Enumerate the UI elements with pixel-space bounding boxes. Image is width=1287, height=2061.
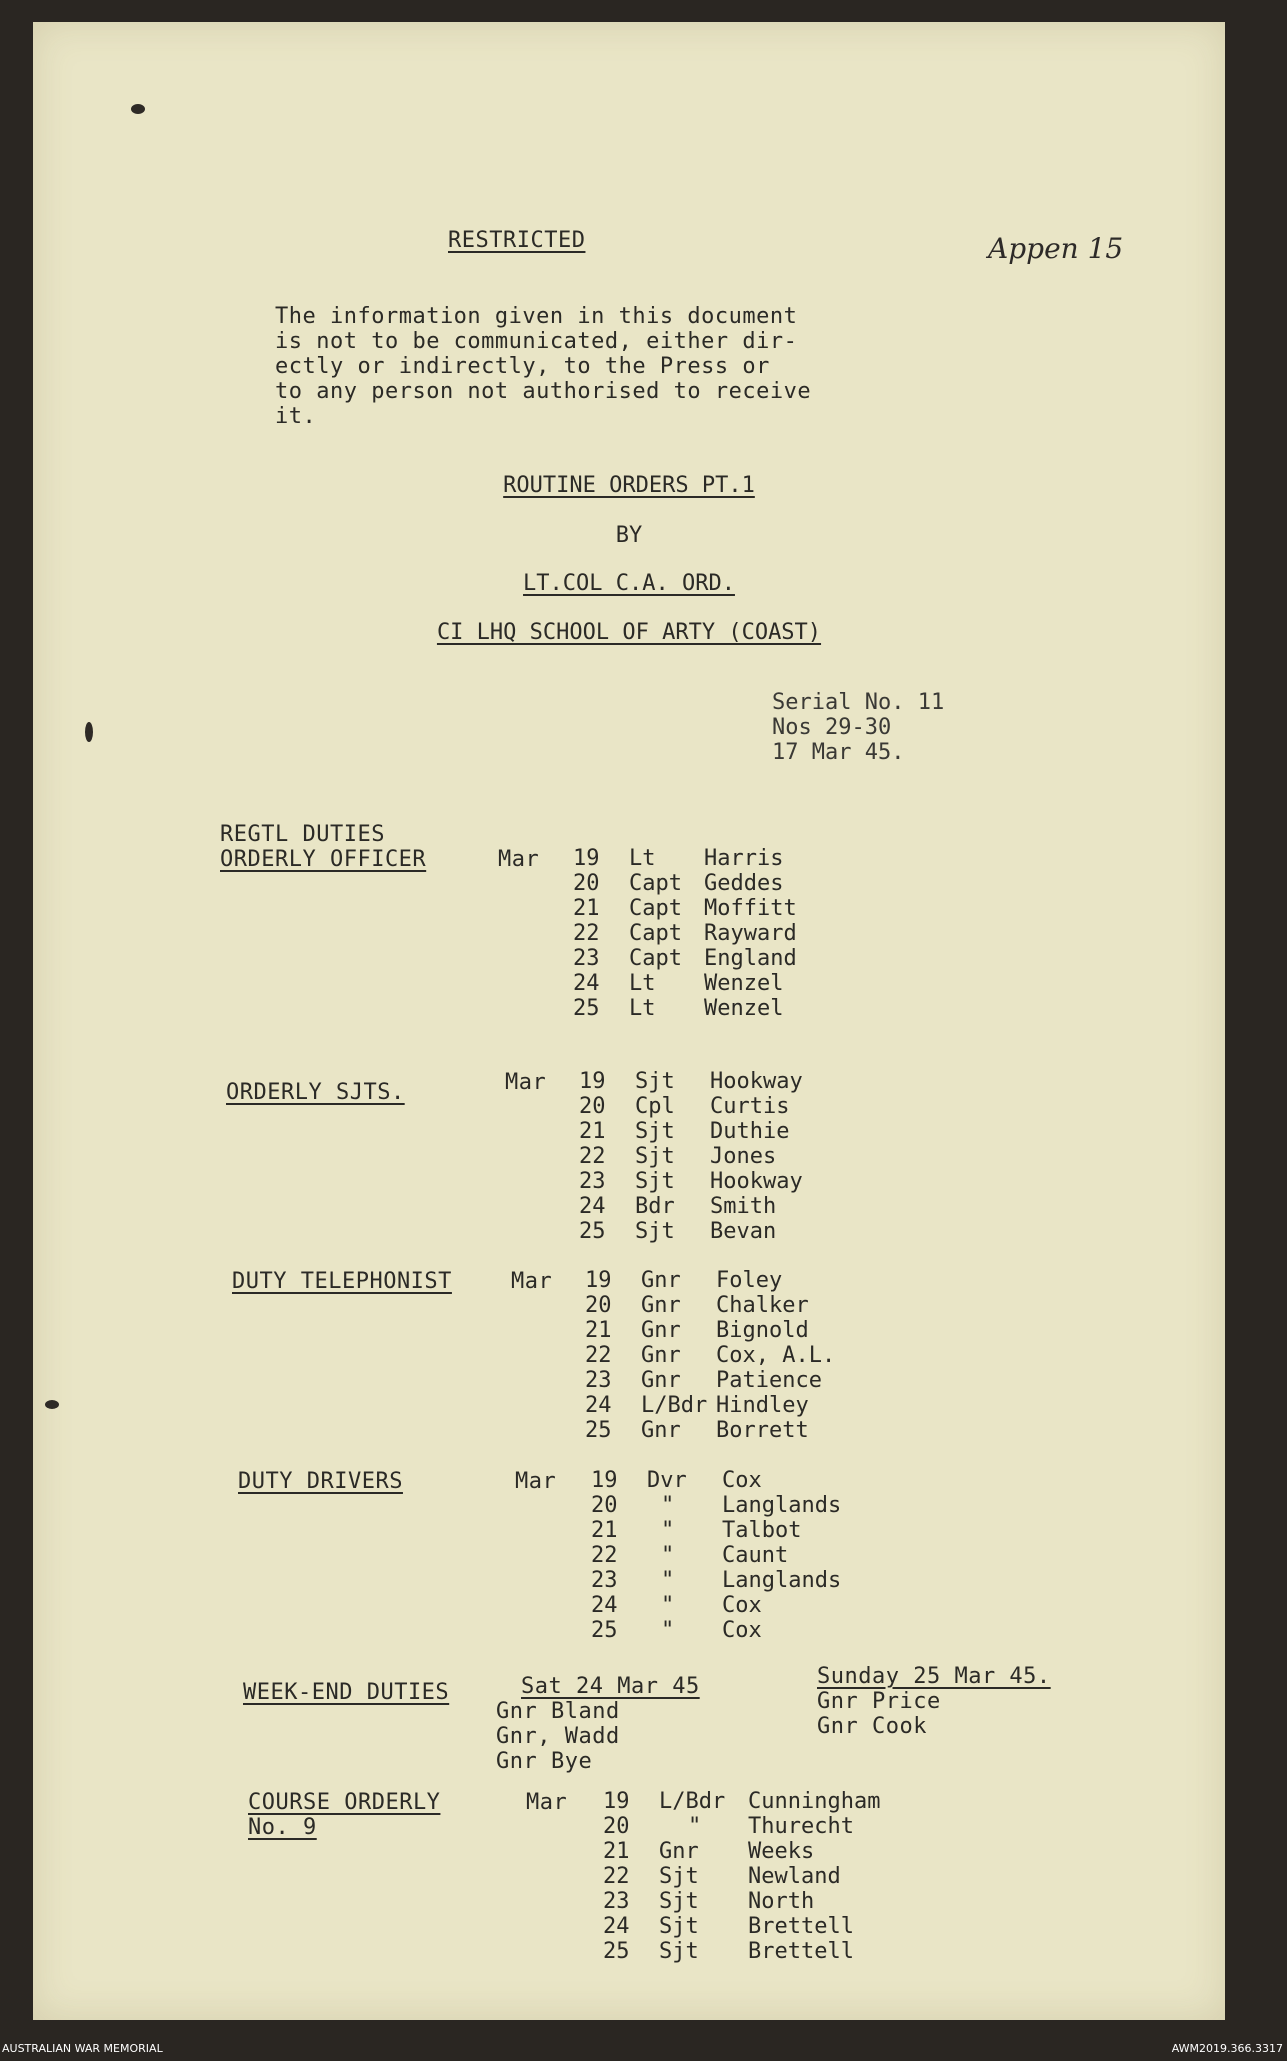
day: 23 xyxy=(579,1169,606,1194)
day: 22 xyxy=(579,1144,606,1169)
day: 25 xyxy=(591,1618,618,1643)
rank: " xyxy=(661,1593,675,1618)
day: 20 xyxy=(603,1814,630,1839)
rank: Gnr xyxy=(641,1418,681,1443)
rank: Sjt xyxy=(635,1219,675,1244)
name: Hookway xyxy=(710,1069,803,1094)
name: Curtis xyxy=(710,1094,790,1119)
ink-smudge xyxy=(85,722,93,742)
month-label: Mar xyxy=(498,847,540,872)
day: 20 xyxy=(591,1493,618,1518)
rank: Capt xyxy=(629,871,682,896)
rank: Sjt xyxy=(659,1864,699,1889)
day: 25 xyxy=(579,1219,606,1244)
rank: Lt xyxy=(629,996,656,1021)
rank: Cpl xyxy=(635,1094,675,1119)
saturday-name: Gnr Bland xyxy=(496,1699,620,1724)
day: 21 xyxy=(603,1839,630,1864)
name: Geddes xyxy=(704,871,784,896)
day: 20 xyxy=(579,1094,606,1119)
saturday-heading: Sat 24 Mar 45 xyxy=(521,1674,700,1699)
name: Cunningham xyxy=(748,1789,881,1814)
rank: Dvr xyxy=(647,1468,687,1493)
rank: Sjt xyxy=(635,1144,675,1169)
name: Langlands xyxy=(722,1493,842,1518)
month-label: Mar xyxy=(511,1269,553,1294)
day: 22 xyxy=(573,921,600,946)
saturday-name: Gnr, Wadd xyxy=(496,1724,620,1749)
day: 19 xyxy=(579,1069,606,1094)
rank: Gnr xyxy=(659,1839,699,1864)
name: Patience xyxy=(716,1368,822,1393)
notice-line: The information given in this document xyxy=(275,304,798,329)
sunday-name: Gnr Cook xyxy=(817,1714,927,1739)
rank: L/Bdr xyxy=(659,1789,726,1814)
name: Jones xyxy=(710,1144,777,1169)
name: Talbot xyxy=(722,1518,802,1543)
rank: Bdr xyxy=(635,1194,675,1219)
name: Moffitt xyxy=(704,896,797,921)
rank: Sjt xyxy=(659,1939,699,1964)
section-subheading: No. 9 xyxy=(248,1815,317,1840)
day: 25 xyxy=(573,996,600,1021)
name: Cox xyxy=(722,1468,762,1493)
name: Duthie xyxy=(710,1119,790,1144)
serial-date: 17 Mar 45. xyxy=(772,740,905,765)
rank: " xyxy=(661,1568,675,1593)
month-label: Mar xyxy=(526,1790,568,1815)
document-page xyxy=(33,22,1225,2020)
day: 22 xyxy=(603,1864,630,1889)
day: 20 xyxy=(585,1293,612,1318)
name: Thurecht xyxy=(748,1814,854,1839)
serial-nos: Nos 29-30 xyxy=(772,715,892,740)
rank: Lt xyxy=(629,971,656,996)
day: 23 xyxy=(591,1568,618,1593)
name: Brettell xyxy=(748,1914,854,1939)
rank: Sjt xyxy=(659,1889,699,1914)
title-line-3: LT.COL C.A. ORD. xyxy=(523,571,735,596)
name: Bignold xyxy=(716,1318,809,1343)
sunday-name: Gnr Price xyxy=(817,1689,941,1714)
month-label: Mar xyxy=(515,1469,557,1494)
day: 24 xyxy=(585,1393,612,1418)
day: 19 xyxy=(591,1468,618,1493)
rank: Gnr xyxy=(641,1268,681,1293)
saturday-name: Gnr Bye xyxy=(496,1749,593,1774)
day: 20 xyxy=(573,871,600,896)
title-line-2: BY xyxy=(615,523,643,548)
section-subheading: ORDERLY OFFICER xyxy=(220,847,427,872)
name: Harris xyxy=(704,846,784,871)
rank: L/Bdr xyxy=(641,1393,708,1418)
rank: Gnr xyxy=(641,1343,681,1368)
name: Smith xyxy=(710,1194,777,1219)
day: 23 xyxy=(603,1889,630,1914)
rank: " xyxy=(661,1518,675,1543)
day: 24 xyxy=(591,1593,618,1618)
name: Rayward xyxy=(704,921,797,946)
day: 21 xyxy=(585,1318,612,1343)
day: 22 xyxy=(585,1343,612,1368)
notice-line: to any person not authorised to receive xyxy=(275,379,812,404)
name: Brettell xyxy=(748,1939,854,1964)
name: Borrett xyxy=(716,1418,809,1443)
notice-line: ectly or indirectly, to the Press or xyxy=(275,354,770,379)
section-heading: ORDERLY SJTS. xyxy=(226,1080,405,1105)
name: Chalker xyxy=(716,1293,809,1318)
rank: Gnr xyxy=(641,1293,681,1318)
day: 22 xyxy=(591,1543,618,1568)
name: Newland xyxy=(748,1864,841,1889)
name: Hookway xyxy=(710,1169,803,1194)
section-heading: COURSE ORDERLY xyxy=(248,1790,441,1815)
rank: " xyxy=(661,1543,675,1568)
rank: Capt xyxy=(629,896,682,921)
restricted-heading: RESTRICTED xyxy=(448,228,586,253)
rank: Sjt xyxy=(659,1914,699,1939)
name: Weeks xyxy=(748,1839,815,1864)
name: Wenzel xyxy=(704,971,784,996)
rank: Lt xyxy=(629,846,656,871)
notice-line: is not to be communicated, either dir- xyxy=(275,329,798,354)
day: 21 xyxy=(591,1518,618,1543)
rank: Capt xyxy=(629,921,682,946)
footer-accession-number: AWM2019.366.3317 xyxy=(1171,2042,1283,2055)
ink-smudge xyxy=(45,1400,59,1409)
name: Cox, A.L. xyxy=(716,1343,836,1368)
rank: " xyxy=(661,1618,675,1643)
day: 24 xyxy=(579,1194,606,1219)
sunday-heading: Sunday 25 Mar 45. xyxy=(817,1664,1051,1689)
notice-line: it. xyxy=(275,404,317,429)
day: 23 xyxy=(585,1368,612,1393)
day: 24 xyxy=(573,971,600,996)
section-heading: DUTY TELEPHONIST xyxy=(232,1269,452,1294)
name: Wenzel xyxy=(704,996,784,1021)
day: 24 xyxy=(603,1914,630,1939)
name: Langlands xyxy=(722,1568,842,1593)
rank: " xyxy=(688,1814,702,1839)
day: 21 xyxy=(573,896,600,921)
name: Cox xyxy=(722,1593,762,1618)
name: Cox xyxy=(722,1618,762,1643)
month-label: Mar xyxy=(505,1070,547,1095)
name: North xyxy=(748,1889,815,1914)
rank: Gnr xyxy=(641,1318,681,1343)
name: England xyxy=(704,946,797,971)
day: 21 xyxy=(579,1119,606,1144)
day: 19 xyxy=(603,1789,630,1814)
name: Caunt xyxy=(722,1543,789,1568)
ink-smudge xyxy=(131,104,145,114)
day: 19 xyxy=(573,846,600,871)
rank: " xyxy=(661,1493,675,1518)
day: 25 xyxy=(603,1939,630,1964)
name: Bevan xyxy=(710,1219,777,1244)
section-heading: WEEK-END DUTIES xyxy=(243,1680,450,1705)
section-heading: REGTL DUTIES xyxy=(220,822,385,847)
day: 23 xyxy=(573,946,600,971)
handwritten-note: Appen 15 xyxy=(988,232,1124,265)
section-heading: DUTY DRIVERS xyxy=(238,1469,403,1494)
name: Foley xyxy=(716,1268,783,1293)
name: Hindley xyxy=(716,1393,809,1418)
rank: Sjt xyxy=(635,1069,675,1094)
day: 19 xyxy=(585,1268,612,1293)
day: 25 xyxy=(585,1418,612,1443)
title-line-1: ROUTINE ORDERS PT.1 xyxy=(503,473,755,498)
footer-institution: AUSTRALIAN WAR MEMORIAL xyxy=(2,2042,163,2055)
serial-number: Serial No. 11 xyxy=(772,690,945,715)
rank: Capt xyxy=(629,946,682,971)
title-line-4: CI LHQ SCHOOL OF ARTY (COAST) xyxy=(436,620,822,645)
rank: Gnr xyxy=(641,1368,681,1393)
rank: Sjt xyxy=(635,1169,675,1194)
rank: Sjt xyxy=(635,1119,675,1144)
